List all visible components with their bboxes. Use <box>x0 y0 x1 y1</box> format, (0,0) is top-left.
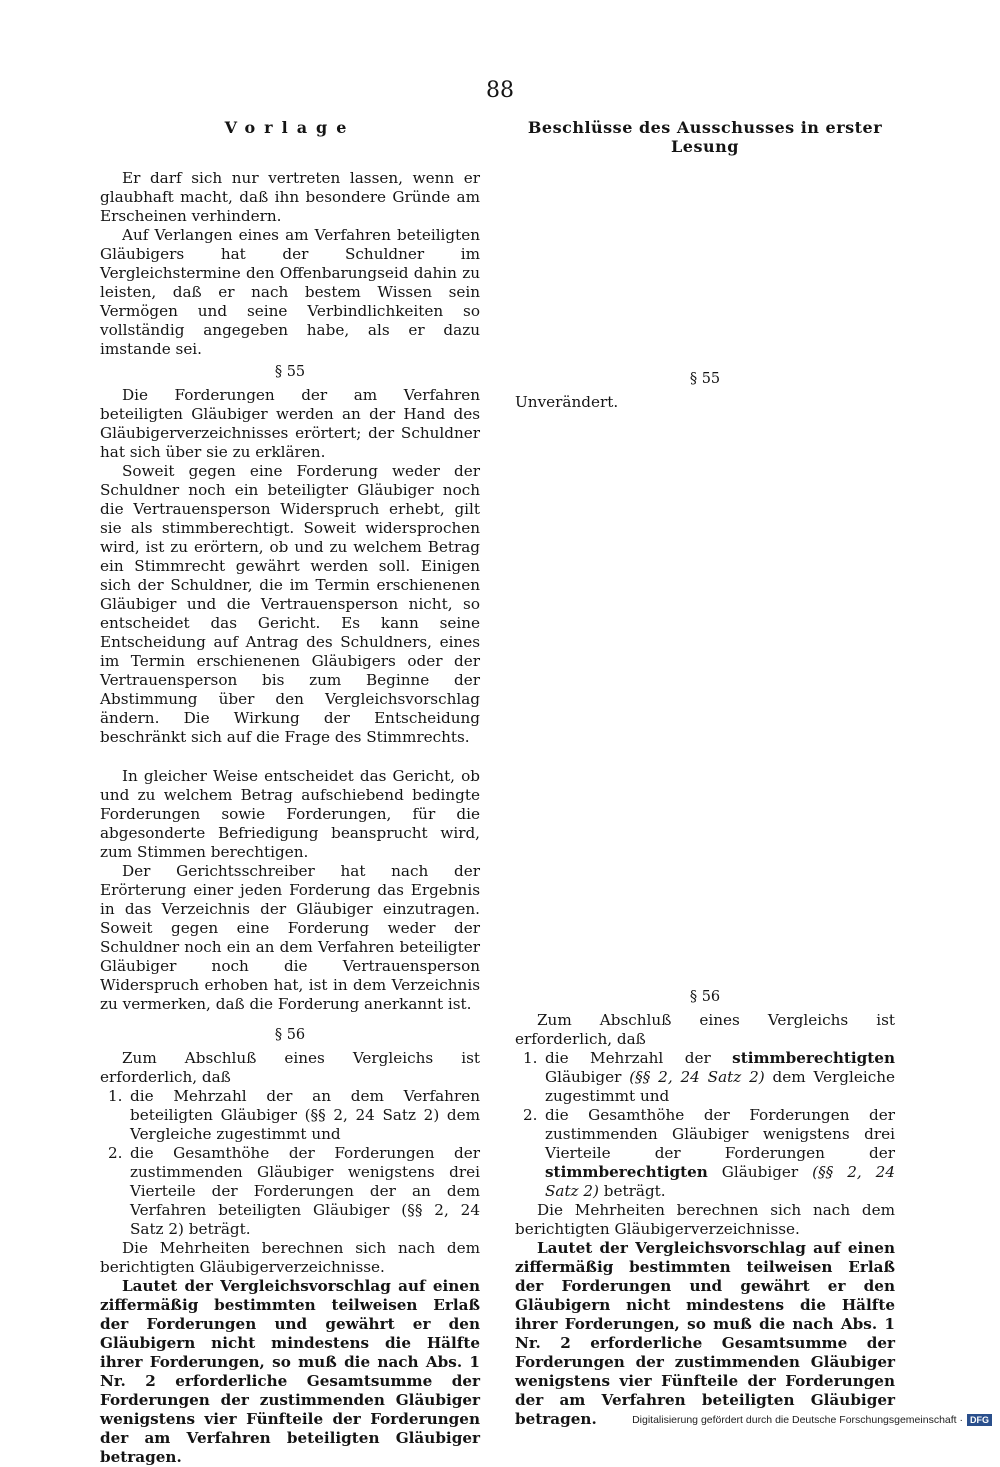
list-item <box>515 1106 895 1201</box>
emphasis-text: (§§ 2, 24 Satz 2) <box>629 1068 765 1086</box>
column-header-vorlage: Vorlage <box>224 118 356 137</box>
paragraph: Der Gerichtsschreiber hat nach der Erörterung einer jeden Forderung das Ergebnis in das Verzeichnis der Gläubiger einzutragen. Soweit gegen eine Forderung weder der Schuldner noch ein an dem Verfahren beteiligter Gläubiger noch die Vertrauensperson Widerspruch erhoben hat, ist in dem Verzeichnis zu vermerken, daß die Forderung anerkannt ist. <box>100 862 480 1013</box>
left-column-vorlage <box>100 118 480 1467</box>
emphasis-text: stimmberechtigten <box>732 1049 895 1067</box>
emphasis-text: (§§ 2, 24 Satz 2) <box>545 1163 895 1200</box>
list-item <box>100 1087 480 1144</box>
paragraph: Die Mehrheiten berechnen sich nach dem berichtigten Gläubigerverzeichnisse. <box>100 1239 480 1276</box>
paragraph: Lautet der Vergleichsvorschlag auf einen ziffermäßig bestimmten teilweisen Erlaß der Forderungen und gewährt er den Gläubigern nicht mindestens die Hälfte ihrer Forderungen, so muß die nach Abs. 1 Nr. 2 erforderliche Gesamtsumme der Forderungen der zustimmenden Gläubiger wenigstens vier Fünfteile der Forderungen der am Verfahren beteiligten Gläubiger betragen. <box>515 1239 895 1428</box>
list-text: die Mehrzahl der stimmberechtigten Gläubiger (§§ 2, 24 Satz 2) dem Vergleiche zugestimmt und <box>545 1049 895 1105</box>
list-item <box>100 1144 480 1239</box>
list-item <box>515 1049 895 1106</box>
unchanged-note: Unverändert. <box>515 393 619 411</box>
paragraph: Zum Abschluß eines Vergleichs ist erforderlich, daß <box>515 1011 895 1048</box>
credit-text: Digitalisierung gefördert durch die Deutsche Forschungsgemeinschaft · <box>632 1414 963 1426</box>
digitization-credit <box>632 1414 992 1426</box>
emphasis-text: stimmberechtigten <box>545 1163 708 1181</box>
paragraph: Er darf sich nur vertreten lassen, wenn er glaubhaft macht, daß ihn besondere Gründe am Erscheinen verhindern. <box>100 169 480 225</box>
numbered-list <box>100 1087 480 1239</box>
section-heading-55: § 55 <box>274 364 306 380</box>
right-column-beschluesse <box>515 118 895 1429</box>
paragraph: Lautet der Vergleichsvorschlag auf einen ziffermäßig bestimmten teilweisen Erlaß der Forderungen und gewährt er den Gläubigern nicht mindestens die Hälfte ihrer Forderungen, so muß die nach Abs. 1 Nr. 2 erforderliche Gesamtsumme der Forderungen der zustimmenden Gläubiger wenigstens vier Fünfteile der Forderungen der am Verfahren beteiligten Gläubiger betragen. <box>100 1277 480 1466</box>
list-number: 2. <box>523 1106 538 1124</box>
list-text: die Gesamthöhe der Forderungen der zustimmenden Gläubiger wenigstens drei Vierteile der Forderungen der stimmberechtigten Gläubiger (§§ 2, 24 Satz 2) beträgt. <box>545 1106 895 1200</box>
list-number: 2. <box>108 1144 123 1162</box>
list-number: 1. <box>523 1049 538 1067</box>
page-number: 88 <box>486 78 514 103</box>
paragraph: Die Forderungen der am Verfahren beteiligten Gläubiger werden an der Hand des Gläubigerverzeichnisses erörtert; der Schuldner hat sich über sie zu erklären. <box>100 386 480 461</box>
section-heading-55: § 55 <box>689 371 721 387</box>
paragraph: In gleicher Weise entscheidet das Gericht, ob und zu welchem Betrag aufschiebend bedingte Forderungen sowie Forderungen, für die abgesonderte Befriedigung beansprucht wird, zum Stimmen berechtigen. <box>100 767 480 861</box>
section-heading-56: § 56 <box>689 989 721 1005</box>
list-text: die Gesamthöhe der Forderungen der zustimmenden Gläubiger wenigstens drei Vierteile der Forderungen der an dem Verfahren beteiligten Gläubiger (§§ 2, 24 Satz 2) beträgt. <box>130 1144 480 1238</box>
list-number: 1. <box>108 1087 123 1105</box>
section-heading-56: § 56 <box>274 1027 306 1043</box>
dfg-logo: DFG <box>967 1414 992 1426</box>
paragraph: Die Mehrheiten berechnen sich nach dem berichtigten Gläubigerverzeichnisse. <box>515 1201 895 1238</box>
paragraph: Soweit gegen eine Forderung weder der Schuldner noch ein beteiligter Gläubiger noch die Vertrauensperson Widerspruch erhebt, gilt sie als stimmberechtigt. Soweit widersprochen wird, ist zu erörtern, ob und zu welchem Betrag ein Stimmrecht gewährt werden soll. Einigen sich der Schuldner, die im Termin erschienenen Gläubiger und die Vertrauensperson nicht, so entscheidet das Gericht. Es kann seine Entscheidung auf Antrag des Schuldners, eines im Termin erschienenen Gläubigers oder der Vertrauensperson bis zum Beginne der Abstimmung über den Vergleichsvorschlag ändern. Die Wirkung der Entscheidung beschränkt sich auf die Frage des Stimmrechts. <box>100 462 480 746</box>
paragraph: Zum Abschluß eines Vergleichs ist erforderlich, daß <box>100 1049 480 1086</box>
column-header-beschluesse: Beschlüsse des Ausschusses in erster Lesung <box>527 118 883 156</box>
list-text: die Mehrzahl der an dem Verfahren beteiligten Gläubiger (§§ 2, 24 Satz 2) dem Vergleiche zugestimmt und <box>130 1087 480 1143</box>
paragraph: Auf Verlangen eines am Verfahren beteiligten Gläubigers hat der Schuldner im Vergleichstermine den Offenbarungseid dahin zu leisten, daß er nach bestem Wissen sein Vermögen und seine Verbindlichkeiten so vollständig angegeben habe, als er dazu imstande sei. <box>100 226 480 358</box>
numbered-list <box>515 1049 895 1201</box>
